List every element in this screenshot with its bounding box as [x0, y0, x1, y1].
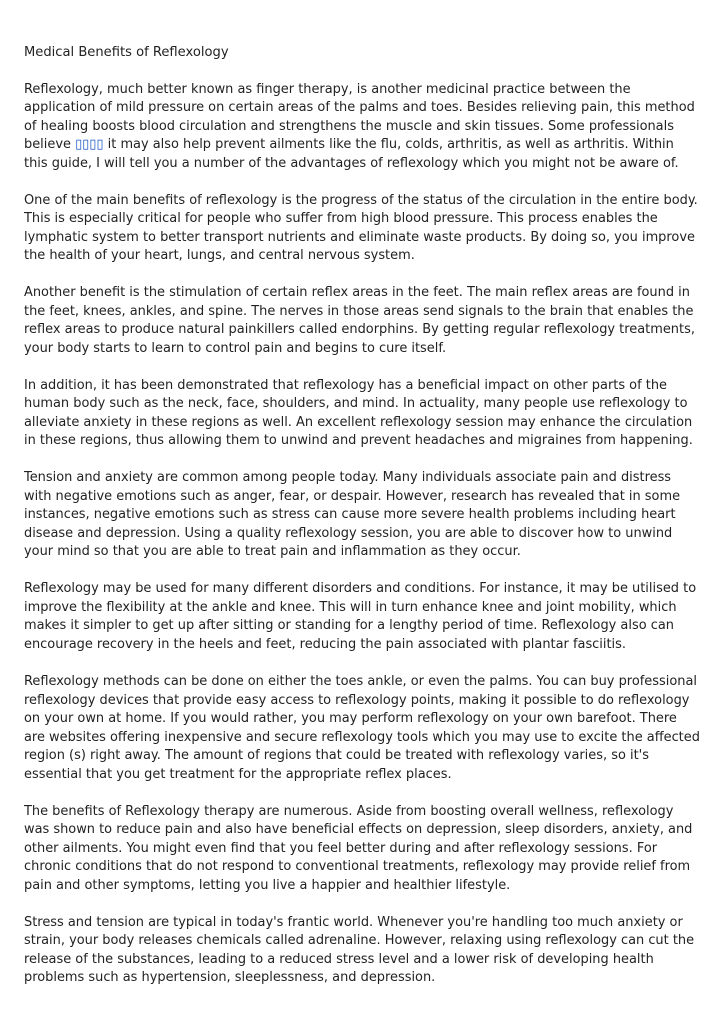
- intro-text-start: Reflexology, much better known as finger therapy, is another medicinal practice between the application of mild pressure on certain areas of the palms and toes. Besides relieving pain, this method of healing boosts blood circulation and strengthens the muscle and skin tissues. Some professionals believe: [24, 81, 695, 152]
- paragraph-circulation: One of the main benefits of reflexology is the progress of the status of the circulation in the entire body. This is especially critical for people who suffer from high blood pressure. This process enables the lymphatic system to better transport nutrients and eliminate waste products. By doing so, you improve the health of your heart, lungs, and central nervous system.: [24, 192, 698, 264]
- intro-paragraph: [24, 81, 700, 174]
- intro-text-end: it may also help prevent ailments like the flu, colds, arthritis, as well as arthritis. Within this guide, I will tell you a number of the advantages of reflexology which you might not be aware of.: [24, 137, 679, 171]
- paragraph-therapy-benefits: The benefits of Reflexology therapy are numerous. Aside from boosting overall wellness, reflexology was shown to reduce pain and also have beneficial effects on depression, sleep disorders, anxiety, and other ailments. You might even find that you feel better during and after reflexology sessions. For chronic conditions that do not respond to conventional treatments, reflexology may provide relief from pain and other symptoms, letting you live a happier and healthier lifestyle.: [24, 803, 693, 893]
- paragraph-stress: Stress and tension are typical in today's frantic world. Whenever you're handling too much anxiety or strain, your body releases chemicals called adrenaline. However, relaxing using reflexology can cut the release of the substances, leading to a reduced stress level and a lower risk of developing health problems such as hypertension, sleeplessness, and depression.: [24, 914, 695, 986]
- paragraph-disorders: Reflexology may be used for many different disorders and conditions. For instance, it may be utilised to improve the flexibility at the ankle and knee. This will in turn enhance knee and joint mobility, which makes it simpler to get up after sitting or standing for a lengthy period of time. Reflexology also can encourage recovery in the heels and feet, reducing the pain associated with plantar fasciitis.: [24, 581, 697, 652]
- document-page: [24, 44, 700, 988]
- paragraph-methods: Reflexology methods can be done on either the toes ankle, or even the palms. You can buy professional reflexology devices that provide easy access to reflexology points, making it possible to do reflexology on your own at home. If you would rather, you may perform reflexology on your own barefoot. There are websites offering inexpensive and secure reflexology tools which you may use to excite the affected region (s) right away. The amount of regions that could be treated with reflexology varies, so it's essential that you get treatment for the appropriate reflex places.: [24, 674, 700, 782]
- paragraph-reflex-areas: Another benefit is the stimulation of certain reflex areas in the feet. The main reflex areas are found in the feet, knees, ankles, and spine. The nerves in those areas send signals to the brain that enables the reflex areas to produce natural painkillers called endorphins. By getting regular reflexology treatments, your body starts to learn to control pain and begins to cure itself.: [24, 285, 695, 356]
- page-title: Medical Benefits of Reflexology: [24, 45, 229, 60]
- inline-link[interactable]: ▯▯▯▯: [75, 137, 104, 152]
- paragraph-tension-anxiety: Tension and anxiety are common among people today. Many individuals associate pain and distress with negative emotions such as anger, fear, or despair. However, research has revealed that in some instances, negative emotions such as stress can cause more severe health problems including heart disease and depression. Using a quality reflexology session, you are able to discover how to unwind your mind so that you are able to treat pain and inflammation as they occur.: [24, 470, 681, 560]
- paragraph-body-parts: In addition, it has been demonstrated that reflexology has a beneficial impact on other parts of the human body such as the neck, face, shoulders, and mind. In actuality, many people use reflexology to alleviate anxiety in these regions as well. An excellent reflexology session may enhance the circulation in these regions, thus allowing them to unwind and prevent headaches and migraines from happening.: [24, 377, 693, 449]
